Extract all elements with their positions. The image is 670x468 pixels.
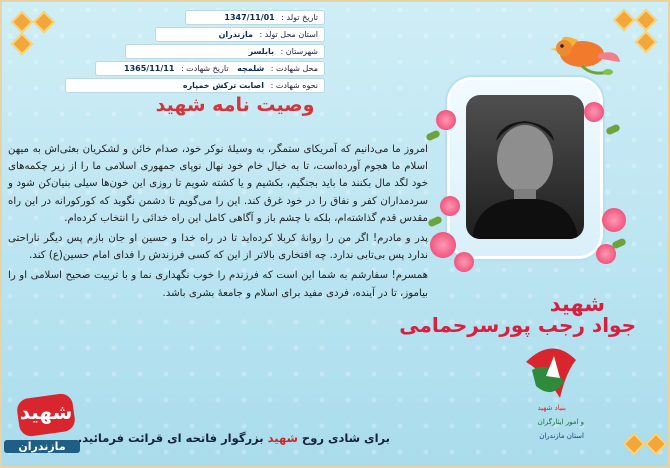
martyr-title: شهید	[549, 292, 605, 316]
birth-province-value: مازندران	[218, 30, 253, 39]
footer-text-after: بزرگوار فاتحه ای قرائت فرمائید.	[77, 431, 264, 445]
logo-left-line1: شهید	[19, 400, 73, 424]
birth-province-row	[155, 27, 325, 42]
martyrdom-date-label: تاریخ شهادت :	[180, 64, 229, 73]
martyrdom-place-value: شلمچه	[237, 64, 265, 73]
martyrdom-type-label: نحوه شهادت :	[270, 81, 318, 90]
testament-paragraph: پدر و مادرم! اگر من را روانۀ کربلا کرده‌اید تا در راه خدا و حسین او جان بازم پس دیگر ناراحتی ندارد پس بی‌تابی ندارد. چه افتخاری بالاتر از این که کسی فرزندش را فدای امام حسین(ع) کند.	[8, 233, 428, 262]
mazandaran-shahid-logo	[4, 390, 84, 462]
birth-date-row	[185, 10, 325, 25]
martyr-info-box	[59, 8, 325, 100]
city-row	[125, 44, 325, 59]
martyrdom-type-value: اصابت ترکش خمپاره	[182, 81, 265, 90]
flower-icon	[454, 252, 474, 272]
bird-icon	[548, 22, 622, 80]
flower-icon	[584, 102, 604, 122]
birth-province-label: استان محل تولد :	[259, 30, 318, 39]
flower-icon	[436, 110, 456, 130]
logo-right-line3: استان مازندران	[539, 432, 584, 440]
page-title: وصیت نامه شهید	[155, 94, 315, 116]
martyr-photo	[466, 95, 584, 239]
birth-date-value: 1347/11/01	[224, 13, 275, 22]
logo-right-line2: و امور ایثارگران	[537, 418, 584, 426]
foundation-logo	[520, 342, 586, 450]
city-label: شهرستان :	[280, 47, 318, 56]
city-value: بابلسر	[248, 47, 274, 56]
flower-icon	[602, 208, 626, 232]
footer-text-before: برای شادی روح	[301, 431, 390, 445]
logo-right-line1: بنیاد شهید	[537, 404, 566, 412]
footer-text	[77, 431, 390, 445]
logo-left-line2: مازندران	[4, 440, 80, 453]
martyrdom-place-row	[95, 61, 325, 76]
portrait-illustration	[466, 95, 584, 239]
testament-paragraph: همسرم! سفارشم به شما این است که فرزندم را خوب نگهداری نما و با تربیت صحیح اسلامی او را بیاموز، تا در آینده، فردی مفید برای اسلام و جامعۀ بشری باشد.	[8, 270, 428, 299]
footer-highlight: شهید	[267, 431, 298, 445]
martyr-name: جواد رجب پورسرحمامی	[399, 313, 636, 337]
martyrdom-type-row	[65, 78, 325, 93]
martyrdom-date-value: 1365/11/11	[124, 64, 175, 73]
testament-text	[8, 141, 428, 305]
flower-icon	[430, 232, 456, 258]
testament-paragraph: امروز ما می‌دانیم که آمریکای ستمگر، به وسیلۀ نوکر خود، صدام خائن و لشکریان بعثی‌اش به میهن اسلام ما هجوم آورده‌است، تا به خیال خام خود نهال نوپای جمهوری اسلامی ما را از زیر چکمه‌های خود لگد مال بکنند ما باید بجنگیم، بکشیم و یا کشته شویم تا روزی این خون‌ها سیلی بنیان‌کن شود و سردمداران کفر و نفاق را در خود غرق کند. این را می‌گویم تا دشمن نگوید که کورکورانه در این راه مقدس قدم گذاشته‌ام، بلکه با چشم باز و آگاهی کامل این راه خدائی را انتخاب کرده‌ام.	[8, 144, 428, 224]
martyrdom-place-label: محل شهادت :	[270, 64, 318, 73]
birth-date-label: تاریخ تولد :	[281, 13, 318, 22]
flower-icon	[440, 196, 460, 216]
